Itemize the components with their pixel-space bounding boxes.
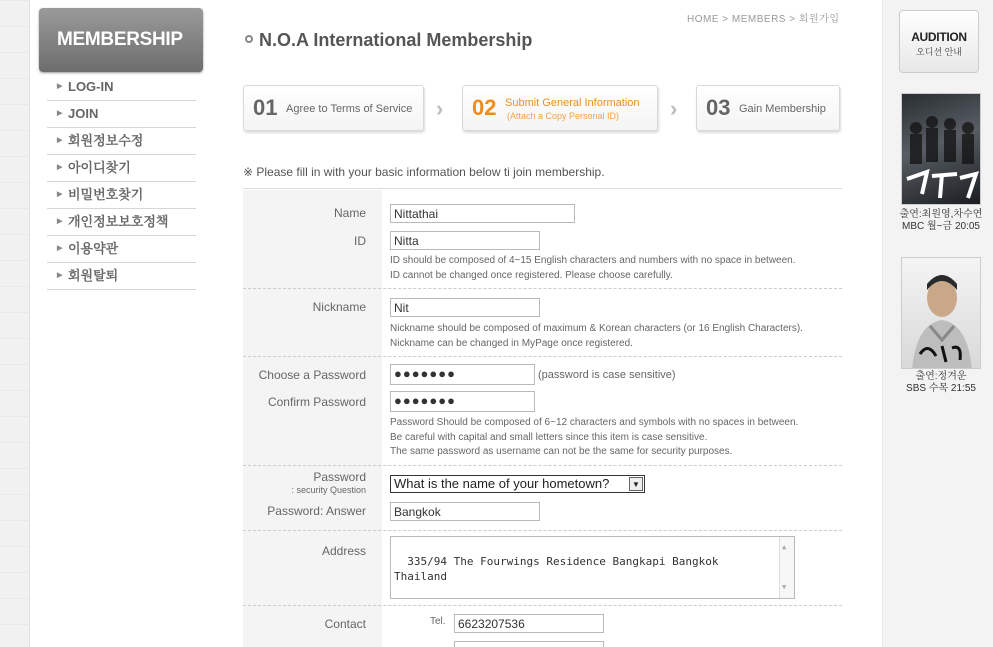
drama-poster-image[interactable] [901,257,981,369]
sidebar-item-withdraw[interactable]: ▶ 회원탈퇴 [47,263,196,290]
security-question-select[interactable]: What is the name of your hometown? ▼ [390,475,645,493]
sidebar-title: MEMBERSHIP [39,8,203,72]
sidebar-item-terms[interactable]: ▶ 이용약관 [47,236,196,263]
dropdown-arrow-icon[interactable]: ▼ [629,477,643,491]
divider [243,288,842,289]
divider [243,465,842,466]
password-hint-1: Password Should be composed of 6~12 characters and symbols with no spaces in between. [390,417,799,428]
chevron-right-icon: ▶ [57,218,63,225]
step-2-active: 02 Submit General Information (Attach a Copy Personal ID) [462,85,658,131]
breadcrumb: HOME > MEMBERS > 회원가입 [687,14,840,25]
address-textarea[interactable]: 335/94 The Fourwings Residence Bangkapi Bangkok Thailand ▲ ▼ [390,536,795,599]
sidebar-item-find-id[interactable]: ▶ 아이디찾기 [47,155,196,182]
chevron-right-icon: ▶ [57,110,63,117]
name-label: Name [333,206,366,220]
contact-label: Contact [324,617,366,631]
tel-input[interactable]: 6623207536 [454,614,604,633]
chevron-right-icon: ▶ [57,191,63,198]
id-hint-2: ID cannot be changed once registered. Please choose carefully. [390,270,673,281]
sidebar-item-join[interactable]: ▶ JOIN [47,101,196,128]
form-notice: ※ Please fill in with your basic information below ti join membership. [243,165,605,179]
nickname-input[interactable]: Nit [390,298,540,317]
answer-input[interactable]: Bangkok [390,502,540,521]
scroll-down-icon[interactable]: ▼ [782,583,787,591]
security-question-label: Password [313,470,366,484]
sidebar-item-privacy[interactable]: ▶ 개인정보보호정책 [47,209,196,236]
id-input[interactable]: Nitta [390,231,540,250]
answer-label: Password: Answer [267,504,366,518]
divider [243,356,842,357]
promo2-caption-cast: 출연:정겨운 [915,371,967,382]
page-title: N.O.A International Membership [245,30,532,51]
divider [243,188,842,189]
scroll-up-icon[interactable]: ▲ [782,543,787,551]
chevron-right-icon: ▶ [57,83,63,90]
step-arrow-icon: › [670,96,678,121]
confirm-password-input[interactable]: ●●●●●●● [390,391,535,412]
id-label: ID [354,234,366,248]
id-hint-1: ID should be composed of 4~15 English characters and numbers with no space in between. [390,255,796,266]
password-hint-3: The same password as username can not be the same for security purposes. [390,446,733,457]
form-label-column [243,190,382,647]
promo1-caption-cast: 출연:최원영,차수연 [899,209,983,220]
tel-label: Tel. [430,616,446,627]
chevron-right-icon: ▶ [57,137,63,144]
poster-art [902,94,981,205]
password-label: Choose a Password [258,368,366,382]
chevron-right-icon: ▶ [57,164,63,171]
password-note: (password is case sensitive) [538,369,676,381]
phone-input[interactable] [454,641,604,647]
divider [243,605,842,606]
sidebar-item-find-password[interactable]: ▶ 비밀번호찾기 [47,182,196,209]
sidebar-item-login[interactable]: ▶ LOG-IN [47,74,196,101]
divider [243,530,842,531]
poster-art [902,258,981,369]
chevron-right-icon: ▶ [57,272,63,279]
promo2-caption-time: SBS 수목 21:55 [906,383,976,394]
nickname-hint-1: Nickname should be composed of maximum & Korean characters (or 16 English Characters). [390,323,803,334]
name-input[interactable]: Nittathai [390,204,575,223]
password-hint-2: Be careful with capital and small letters since this item is case sensitive. [390,432,708,443]
address-label: Address [321,544,366,558]
step-arrow-icon: › [436,96,444,121]
nickname-label: Nickname [312,300,366,314]
circle-bullet-icon [245,35,253,43]
nickname-hint-2: Nickname can be changed in MyPage once registered. [390,338,633,349]
confirm-password-label: Confirm Password [267,395,366,409]
drama-poster-image[interactable] [901,93,981,205]
sidebar-item-edit-info[interactable]: ▶ 회원정보수정 [47,128,196,155]
security-question-sublabel: : security Question [291,485,366,495]
audition-banner[interactable]: AUDITION 오디션 안내 [899,10,979,73]
step-1: 01 Agree to Terms of Service [243,85,424,131]
left-gutter [0,0,30,647]
password-input[interactable]: ●●●●●●● [390,364,535,385]
scrollbar[interactable] [779,537,794,598]
step-3: 03 Gain Membership [696,85,840,131]
promo1-caption-time: MBC 월~금 20:05 [902,221,980,232]
chevron-right-icon: ▶ [57,245,63,252]
sidebar-menu [47,74,196,290]
